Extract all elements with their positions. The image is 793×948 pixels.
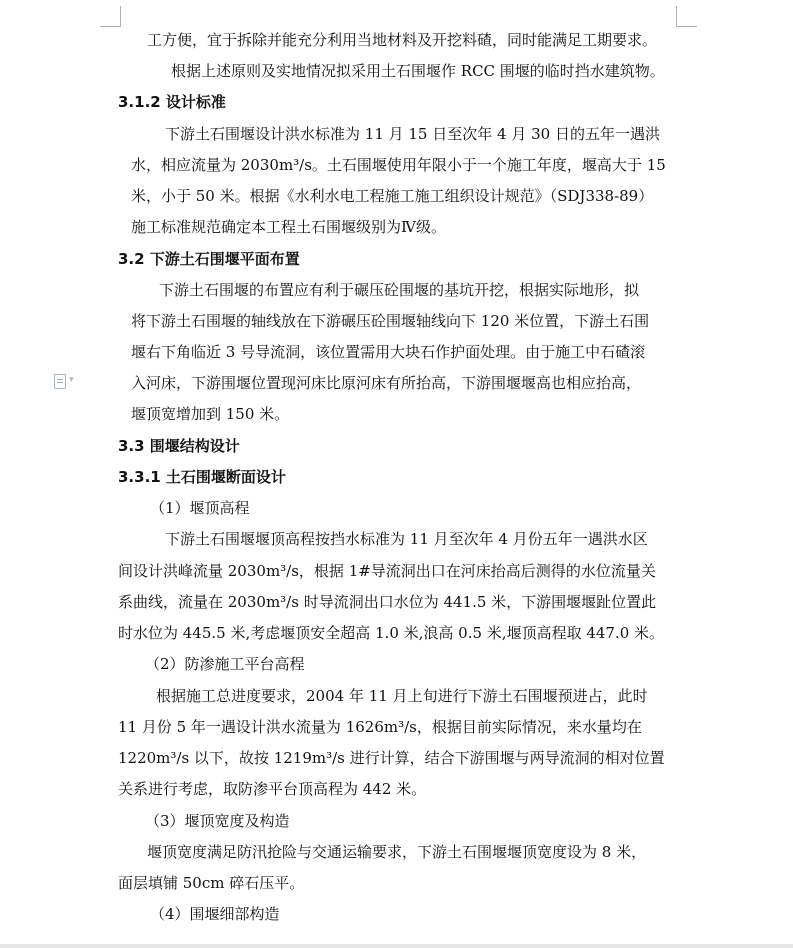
section-heading-3-1-2: 3.1.2 设计标准 <box>118 93 226 111</box>
paragraph-line: 下游土石围堰设计洪水标准为 11 月 15 日至次年 4 月 30 日的五年一遇洪 <box>165 125 660 143</box>
paragraph-line: 根据上述原则及实地情况拟采用土石围堰作 RCC 围堰的临时挡水建筑物。 <box>171 62 665 80</box>
paragraph-line: 堰右下角临近 3 号导流洞，该位置需用大块石作护面处理。由于施工中石碴滚 <box>131 343 646 361</box>
subsection-label: （1）堰顶高程 <box>150 499 250 517</box>
paragraph-line: 工方便，宜于拆除并能充分利用当地材料及开挖料碴，同时能满足工期要求。 <box>147 31 658 49</box>
document-icon-body <box>54 374 66 389</box>
paragraph-line: 1220m³/s 以下，故按 1219m³/s 进行计算，结合下游围堰与两导流洞的相对位置 <box>118 749 665 767</box>
page-bottom-edge <box>0 944 793 948</box>
paragraph-line: 11 月份 5 年一遇设计洪水流量为 1626m³/s，根据目前实际情况，来水量均在 <box>118 718 642 736</box>
paragraph-line: 施工标准规范确定本工程土石围堰级别为Ⅳ级。 <box>131 218 446 236</box>
paragraph-line: 关系进行考虑，取防渗平台顶高程为 442 米。 <box>118 780 427 798</box>
paragraph-line: 堰顶宽度满足防汛抢险与交通运输要求，下游土石围堰堰顶宽度设为 8 米， <box>147 843 647 861</box>
chevron-down-icon: ▾ <box>69 375 74 385</box>
document-icon[interactable] <box>54 374 76 390</box>
paragraph-line: 下游土石围堰的布置应有利于碾压砼围堰的基坑开挖，根据实际地形，拟 <box>159 281 640 299</box>
subsection-label: （3）堰顶宽度及构造 <box>145 812 290 830</box>
paragraph-line: 时水位为 445.5 米,考虑堰顶安全超高 1.0 米,浪高 0.5 米,堰顶高程取 447.0 米。 <box>118 624 665 642</box>
page-corner-top-right <box>676 6 697 27</box>
paragraph-line: 下游土石围堰堰顶高程按挡水标准为 11 月至次年 4 月份五年一遇洪水区 <box>165 530 648 548</box>
paragraph-line: 米，小于 50 米。根据《水利水电工程施工施工组织设计规范》（SDJ338-89） <box>131 187 654 205</box>
section-heading-3-2: 3.2 下游土石围堰平面布置 <box>118 250 300 268</box>
section-heading-3-3-1: 3.3.1 土石围堰断面设计 <box>118 468 286 486</box>
subsection-label: （4）围堰细部构造 <box>150 905 280 923</box>
paragraph-line: 将下游土石围堰的轴线放在下游碾压砼围堰轴线向下 120 米位置，下游土石围 <box>131 312 650 330</box>
paragraph-line: 面层填铺 50cm 碎石压平。 <box>118 874 305 892</box>
subsection-label: （2）防渗施工平台高程 <box>145 655 305 673</box>
paragraph-line: 根据施工总进度要求，2004 年 11 月上旬进行下游土石围堰预进占，此时 <box>156 687 648 705</box>
paragraph-line: 水，相应流量为 2030m³/s。土石围堰使用年限小于一个施工年度，堰高大于 15 <box>131 156 666 174</box>
paragraph-line: 间设计洪峰流量 2030m³/s，根据 1#导流洞出口在河床抬高后测得的水位流量关 <box>118 562 656 580</box>
paragraph-line: 入河床，下游围堰位置现河床比原河床有所抬高，下游围堰堰高也相应抬高， <box>131 374 642 392</box>
section-heading-3-3: 3.3 围堰结构设计 <box>118 437 240 455</box>
paragraph-line: 系曲线，流量在 2030m³/s 时导流洞出口水位为 441.5 米，下游围堰堰趾位置此 <box>118 593 657 611</box>
page-corner-top-left <box>100 6 121 27</box>
paragraph-line: 堰顶宽增加到 150 米。 <box>131 405 290 423</box>
